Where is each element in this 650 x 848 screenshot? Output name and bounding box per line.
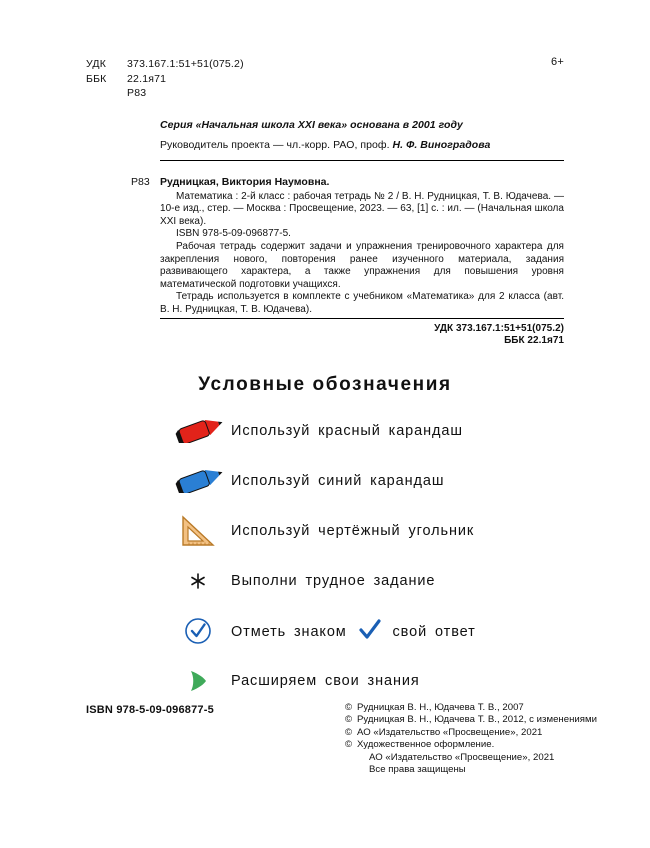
legend-item <box>165 562 565 600</box>
copyright-text: Рудницкая В. Н., Юдачева Т. В., 2007 <box>357 702 524 713</box>
cip-annotation-1: Рабочая тетрадь содержит задачи и упражнения тренировочного характера для закрепления нового, повторения ранее изученного материала, задания развивающего характера, а также упражнения для повышения уровня математической подготовки учащихся. <box>160 240 564 290</box>
cip-description: Математика : 2-й класс : рабочая тетрадь № 2 / В. Н. Рудницкая, Т. В. Юдачева. — 10-е изд., стер. — Москва : Просвещение, 2023. — 63, [1] с. : ил. — (Начальная школа XXI века). <box>160 190 564 227</box>
udk-label: УДК <box>86 58 107 70</box>
project-leader <box>160 137 564 153</box>
copyright-row <box>345 764 597 776</box>
sigla-value: Р83 <box>127 87 147 99</box>
copyright-mark: © <box>345 726 353 738</box>
code-row <box>86 86 244 101</box>
copyright-block <box>345 702 597 776</box>
project-leader-name: Н. Ф. Виноградова <box>392 139 491 151</box>
copyright-row <box>345 714 597 726</box>
bbk-value: 22.1я71 <box>127 72 167 85</box>
copyright-mark <box>345 752 357 764</box>
green-arrow-icon <box>165 662 231 700</box>
copyright-text: Рудницкая В. Н., Юдачева Т. В., 2012, с изменениями <box>357 714 597 726</box>
legend-item-label: Выполни трудное задание <box>231 573 436 589</box>
cip-block <box>131 176 564 348</box>
copyright-row <box>345 727 597 739</box>
copyright-text: Художественное оформление. <box>357 739 495 751</box>
series-title: Серия «Начальная школа XXI века» основана в 2001 году <box>160 119 463 131</box>
legend-item-label: Используй чертёжный угольник <box>231 523 475 539</box>
legend-item-label: Расширяем свои знания <box>231 673 420 689</box>
legend-item <box>165 662 565 700</box>
legend-item-label: Используй красный карандаш <box>231 423 463 439</box>
cip-isbn: ISBN 978-5-09-096877-5. <box>176 228 291 240</box>
legend-item-label: Используй синий карандаш <box>231 473 445 489</box>
red-pencil-icon <box>165 412 231 450</box>
legend-item <box>165 512 565 550</box>
legend-item <box>165 412 565 450</box>
divider-top <box>160 160 564 161</box>
bbk-label: ББК <box>86 72 107 85</box>
code-row <box>86 72 244 87</box>
legend-item-label <box>231 619 476 643</box>
cip-annotation-2: Тетрадь используется в комплекте с учебником «Математика» для 2 класса (авт. В. Н. Рудницкая, Т. В. Юдачева). <box>160 291 564 315</box>
series-block <box>160 118 564 161</box>
legend-title: Условные обозначения <box>198 374 452 395</box>
legend-item-label-before: Отметь знаком <box>231 624 347 640</box>
copyright-text: АО «Издательство «Просвещение», 2021 <box>369 751 555 763</box>
legend-item <box>165 462 565 500</box>
code-row <box>86 57 244 72</box>
checkmark-circle-icon <box>165 612 231 650</box>
project-leader-prefix: Руководитель проекта — чл.-корр. РАО, проф. <box>160 139 393 151</box>
copyright-row <box>345 752 597 764</box>
checkmark-icon <box>359 619 381 643</box>
asterisk-icon <box>165 562 231 600</box>
legend-list <box>165 412 565 712</box>
divider-bottom <box>160 318 564 319</box>
cip-bbk: ББК 22.1я71 <box>504 335 564 347</box>
blue-pencil-icon <box>165 462 231 500</box>
copyright-mark <box>345 764 357 776</box>
copyright-text: Все права защищены <box>369 764 466 776</box>
copyright-row <box>345 739 597 751</box>
isbn-bottom: ISBN 978-5-09-096877-5 <box>86 704 214 716</box>
cip-author: Рудницкая, Виктория Наумовна. <box>160 176 330 188</box>
legend-item-label-after: свой ответ <box>392 624 476 640</box>
udk-value: 373.167.1:51+51(075.2) <box>127 58 244 70</box>
age-rating-badge: 6+ <box>551 56 564 68</box>
copyright-row <box>345 702 597 714</box>
legend-item <box>165 612 565 650</box>
copyright-mark: © <box>345 714 353 726</box>
set-square-icon <box>165 512 231 550</box>
copyright-text: АО «Издательство «Просвещение», 2021 <box>357 726 543 738</box>
cip-codes <box>160 323 564 348</box>
cip-sigla: Р83 <box>131 176 150 188</box>
copyright-mark: © <box>345 702 353 713</box>
classification-codes <box>86 57 244 101</box>
copyright-mark: © <box>345 739 353 751</box>
cip-udk: УДК 373.167.1:51+51(075.2) <box>434 322 564 334</box>
sigla-label <box>86 86 127 101</box>
